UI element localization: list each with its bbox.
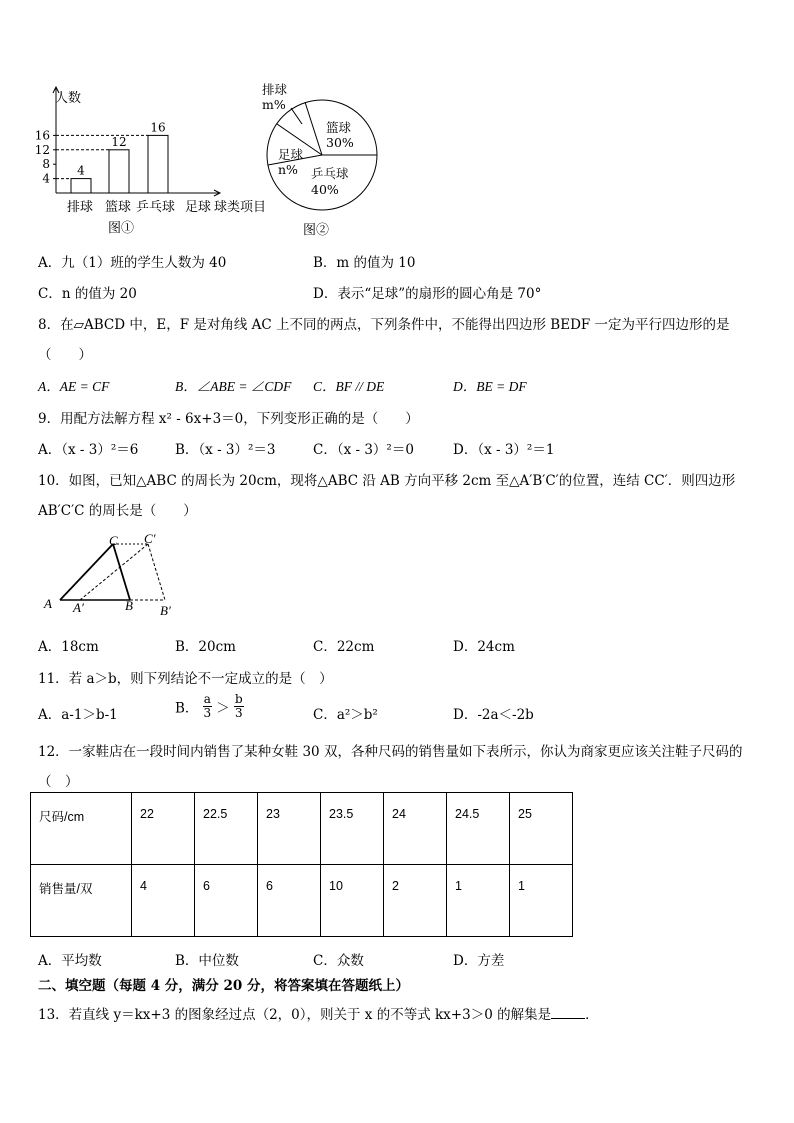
greater-than-sign: ＞ bbox=[216, 700, 230, 717]
segment-c-prime-b-prime bbox=[148, 544, 165, 600]
bar-value-label: 16 bbox=[150, 120, 166, 135]
bar-chart-y-title: 人数 bbox=[55, 91, 82, 106]
q9-option-c: C．（x - 3）²＝0 bbox=[313, 442, 414, 458]
bar-category-label: 篮球 bbox=[105, 200, 132, 215]
bar-value-label: 12 bbox=[111, 134, 127, 149]
point-label-a-prime: A′ bbox=[73, 600, 84, 615]
q10-option-a: A．18cm bbox=[38, 639, 99, 655]
point-label-c-prime: C′ bbox=[144, 531, 156, 546]
table-cell: 1 bbox=[510, 865, 573, 937]
fraction-b-over-3 bbox=[234, 693, 244, 720]
table-cell: 10 bbox=[321, 865, 384, 937]
q11-option-a: A．a-1＞b-1 bbox=[38, 707, 118, 723]
table-cell: 23.5 bbox=[321, 793, 384, 865]
q10-option-d: D．24cm bbox=[453, 639, 515, 655]
answer-blank[interactable] bbox=[551, 1006, 585, 1019]
bar bbox=[71, 179, 91, 193]
q11-option-b bbox=[175, 693, 244, 720]
q11-option-d: D．-2a＜-2b bbox=[453, 707, 534, 723]
fraction-denominator: 3 bbox=[234, 706, 243, 720]
segment-ac bbox=[60, 544, 113, 600]
q9-option-b: B．（x - 3）²＝3 bbox=[175, 442, 276, 458]
table-cell: 2 bbox=[384, 865, 447, 937]
q12-stem-bracket: （ ） bbox=[38, 774, 79, 790]
table-row bbox=[31, 793, 573, 865]
q12-option-a: A．平均数 bbox=[38, 953, 102, 969]
q11-option-c: C．a²＞b² bbox=[313, 707, 378, 723]
q11-option-b-prefix: B． bbox=[175, 700, 199, 717]
table-cell: 22 bbox=[132, 793, 195, 865]
q7-option-d: D．表示“足球”的扇形的圆心角是 70° bbox=[313, 286, 542, 302]
fraction-numerator: b bbox=[234, 692, 243, 706]
fraction-a-over-3 bbox=[203, 693, 212, 720]
pie-divider bbox=[305, 102, 322, 155]
q7-option-b: B．m 的值为 10 bbox=[313, 255, 416, 271]
bar-chart-caption: 图① bbox=[108, 221, 135, 236]
table-cell: 4 bbox=[132, 865, 195, 937]
bar-category-label: 乒乓球 bbox=[136, 200, 176, 215]
table-cell: 23 bbox=[258, 793, 321, 865]
bar-value-label: 4 bbox=[77, 163, 85, 178]
table-cell: 6 bbox=[258, 865, 321, 937]
table-cell: 24.5 bbox=[447, 793, 510, 865]
table-row bbox=[31, 865, 573, 937]
q13-stem bbox=[38, 1003, 599, 1023]
q8-option-c: C．BF // DE bbox=[313, 379, 385, 394]
q12-option-b: B．中位数 bbox=[175, 953, 239, 969]
q10-option-b: B．20cm bbox=[175, 639, 236, 655]
table-cell: 尺码/cm bbox=[31, 793, 132, 865]
pie-label-football-pct: n% bbox=[278, 162, 298, 177]
bar bbox=[148, 135, 168, 193]
point-label-b-prime: B′ bbox=[160, 603, 171, 618]
y-tick-label: 8 bbox=[42, 157, 50, 172]
q10-stem: 10．如图，已知△ABC 的周长为 20cm，现将△ABC 沿 AB 方向平移 2cm 至△A′B′C′的位置，连结 CC′．则四边形 bbox=[38, 473, 736, 489]
pie-label-basketball-pct: 30% bbox=[326, 135, 354, 150]
table-cell: 1 bbox=[447, 865, 510, 937]
point-label-b: B bbox=[125, 598, 133, 613]
pie-label-pingpong: 乒乓球 bbox=[311, 166, 349, 181]
section-title-fill-in: 二、填空题（每题 4 分，满分 20 分，将答案填在答题纸上） bbox=[38, 978, 409, 994]
pie-label-basketball: 篮球 bbox=[326, 120, 352, 135]
table-cell: 25 bbox=[510, 793, 573, 865]
table-cell: 6 bbox=[195, 865, 258, 937]
q12-stem: 12．一家鞋店在一段时间内销售了某种女鞋 30 双，各种尺码的销售量如下表所示，你认为商家更应该关注鞋子尺码的 bbox=[38, 744, 743, 760]
bar bbox=[109, 150, 129, 193]
y-tick-label: 4 bbox=[42, 171, 50, 186]
fraction-denominator: 3 bbox=[203, 706, 212, 720]
q8-stem: 8．在▱ABCD 中，E，F 是对角线 AC 上不同的两点，下列条件中，不能得出四边形 BEDF 一定为平行四边形的是 bbox=[38, 317, 730, 333]
table-cell: 22.5 bbox=[195, 793, 258, 865]
segment-cb bbox=[113, 544, 130, 600]
q13-text: 13．若直线 y＝kx+3 的图象经过点（2，0），则关于 x 的不等式 kx+3＞0 的解集是 bbox=[38, 1007, 552, 1023]
q9-stem: 9．用配方法解方程 x² - 6x+3＝0，下列变形正确的是（ ） bbox=[38, 411, 419, 427]
table-cell: 24 bbox=[384, 793, 447, 865]
table-cell: 销售量/双 bbox=[31, 865, 132, 937]
y-tick-label: 12 bbox=[34, 142, 50, 157]
point-label-c: C bbox=[109, 533, 118, 548]
shoe-size-table bbox=[30, 792, 573, 937]
pie-label-pingpong-pct: 40% bbox=[311, 182, 339, 197]
q9-option-d: D．（x - 3）²＝1 bbox=[453, 442, 555, 458]
pie-label-volleyball-pct: m% bbox=[262, 97, 286, 112]
q10-option-c: C．22cm bbox=[313, 639, 375, 655]
point-label-a: A bbox=[44, 596, 52, 611]
q13-end: ． bbox=[585, 1007, 599, 1023]
segment-a-prime-c-prime bbox=[80, 544, 148, 600]
fraction-numerator: a bbox=[203, 692, 211, 706]
q8-stem-bracket: （ ） bbox=[38, 347, 92, 363]
bar-category-label: 足球 bbox=[185, 200, 212, 215]
q11-stem: 11．若 a＞b，则下列结论不一定成立的是（ ） bbox=[38, 671, 333, 687]
bar-category-label: 排球 bbox=[67, 200, 94, 215]
pie-chart-caption: 图② bbox=[303, 223, 330, 238]
q8-option-b: B．∠ABE = ∠CDF bbox=[175, 379, 292, 394]
q9-option-a: A．（x - 3）²＝6 bbox=[38, 442, 139, 458]
pie-label-volleyball: 排球 bbox=[262, 82, 288, 97]
q12-option-d: D．方差 bbox=[453, 953, 505, 969]
q7-option-c: C．n 的值为 20 bbox=[38, 286, 137, 302]
bar-chart-x-title: 球类项目 bbox=[214, 200, 267, 215]
q10-stem-cont: AB′C′C 的周长是（ ） bbox=[38, 503, 197, 519]
q8-option-d: D．BE = DF bbox=[453, 379, 527, 394]
pie-label-leader bbox=[291, 108, 302, 124]
q7-option-a: A．九（1）班的学生人数为 40 bbox=[38, 255, 227, 271]
q8-option-a: A．AE = CF bbox=[38, 379, 110, 394]
y-tick-label: 16 bbox=[34, 128, 50, 143]
pie-label-football: 足球 bbox=[278, 147, 304, 162]
q12-option-c: C．众数 bbox=[313, 953, 364, 969]
